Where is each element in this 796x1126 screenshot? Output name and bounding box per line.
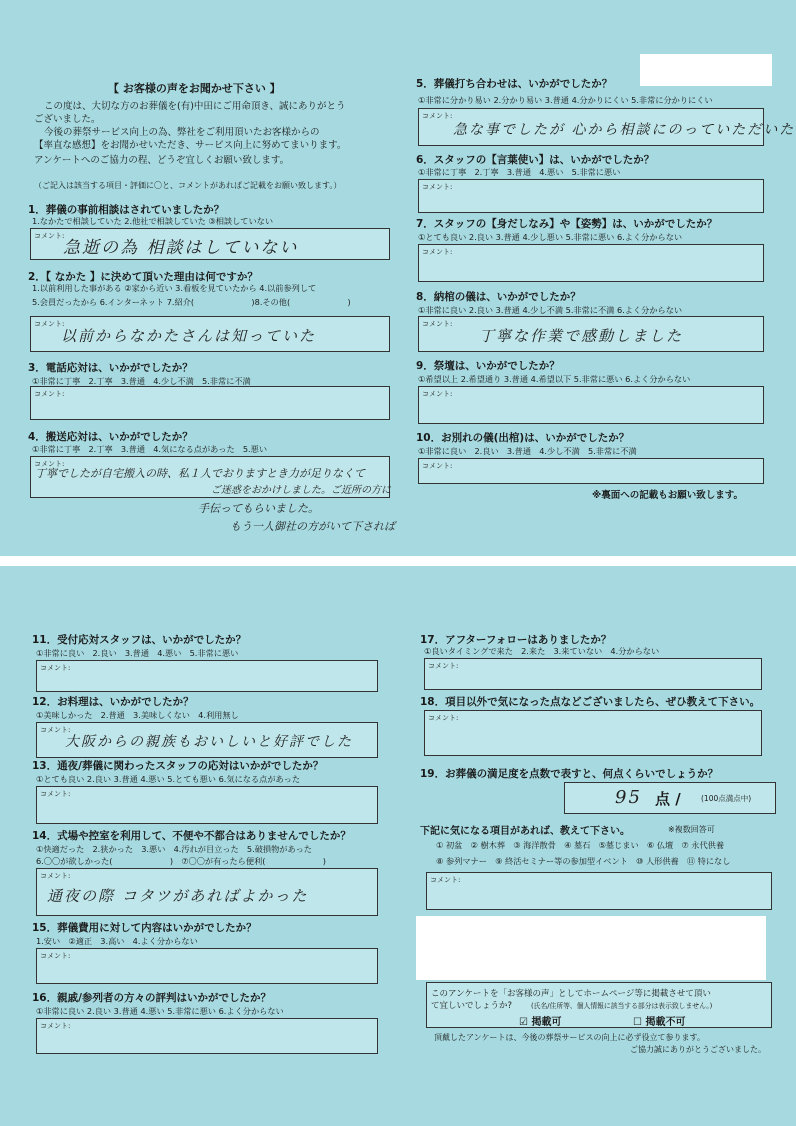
question-options: ①とても良い 2.良い 3.普通 4.悪い 5.とても悪い 6.気になる点があった	[36, 774, 301, 784]
question-options: 1.以前利用した事がある ②家から近い 3.看板を見ていたから 4.以前参列して	[32, 283, 317, 293]
privacy-note: (氏名/住所等、個人情報に該当する部分は表示致しません。)	[531, 1002, 713, 1010]
question-title: 5．葬儀打ち合わせは、いかがでしたか？	[416, 78, 613, 90]
comment-box[interactable]	[30, 316, 390, 352]
score-unit: 点 /	[655, 790, 681, 808]
question-options: ①非常に丁寧 2.丁寧 3.普通 4.悪い 5.非常に悪い	[418, 167, 621, 177]
interest-items: ① 初盆 ② 樹木葬 ③ 海洋散骨 ④ 墓石 ⑤墓じまい ⑥ 仏壇 ⑦ 永代供養	[436, 840, 725, 850]
handwritten-comment: 以前からなかたさんは知っていた	[61, 327, 317, 345]
comment-label: コメント:	[422, 462, 453, 470]
instruction-note: （ご記入は該当する項目・評価に〇と、コメントがあればご記載をお願い致します。）	[34, 181, 342, 190]
question-title: 9．祭壇は、いかがでしたか？	[416, 360, 560, 372]
comment-box[interactable]	[418, 316, 764, 352]
question-title: 12．お料理は、いかがでしたか？	[32, 696, 194, 708]
question-title: 17．アフターフォローはありましたか？	[420, 634, 612, 646]
question-options: ①非常に丁寧 2.丁寧 3.普通 4.気になる点があった 5.悪い	[32, 444, 268, 454]
intro-line: この度は、大切な方のお葬儀を(有)中田にご用命頂き、誠にありがとう	[44, 101, 346, 112]
comment-box[interactable]	[36, 868, 378, 916]
handwritten-comment: もう一人御社の方がいて下されば	[230, 520, 395, 533]
handwritten-comment: 通夜の際 コタツがあればよかった	[47, 887, 309, 905]
comment-label: コメント:	[40, 952, 71, 960]
question-title: 14．式場や控室を利用して、不便や不都合はありませんでしたか？	[32, 830, 351, 842]
survey-sheet-front	[0, 0, 796, 556]
handwritten-comment: 丁寧でしたが自宅搬入の時、私１人でおりますとき力が足りなくて	[35, 467, 365, 480]
comment-label: コメント:	[40, 1022, 71, 1030]
question-options: ①とても良い 2.良い 3.普通 4.少し悪い 5.非常に悪い 6.よく分からない	[418, 232, 683, 242]
question-title: 18．項目以外で気になった点などございましたら、ぜひ教えて下さい。	[420, 696, 761, 708]
comment-box[interactable]	[30, 456, 390, 498]
question-options: ①非常に良い 2.良い 3.普通 4.悪い 5.非常に悪い	[36, 648, 239, 658]
question-title: 8．納棺の儀は、いかがでしたか？	[416, 291, 581, 303]
comment-label: コメント:	[422, 320, 453, 328]
question-title: 4．搬送応対は、いかがでしたか？	[28, 431, 193, 443]
comment-box[interactable]	[30, 386, 390, 420]
question-title: 7．スタッフの【身だしなみ】や【姿勢】は、いかがでしたか？	[416, 218, 718, 230]
survey-sheet-back	[0, 566, 796, 1126]
comment-label: コメント:	[422, 248, 453, 256]
score-value: 95	[615, 787, 642, 808]
comment-box[interactable]	[424, 710, 762, 756]
interest-items: ⑧ 参列マナー ⑨ 終活セミナー等の参加型イベント ⑩ 人形供養 ⑪ 特になし	[436, 856, 731, 866]
question-options: ①非常に良い 2.良い 3.普通 4.少し不満 5.非常に不満	[418, 446, 637, 456]
question-options: ①快適だった 2.狭かった 3.悪い 4.汚れが目立った 5.破損物があった	[36, 844, 312, 854]
handwritten-comment: 大阪からの親族もおいしいと好評でした	[65, 734, 353, 750]
closing-text: ご協力誠にありがとうございました。	[630, 1045, 766, 1054]
question-title: 16．親戚/参列者の方々の評判はいかがでしたか？	[32, 992, 271, 1004]
comment-box[interactable]	[36, 786, 378, 824]
question-options: ①非常に良い 2.良い 3.普通 4.少し不満 5.非常に不満 6.よく分からない	[418, 305, 683, 315]
comment-box[interactable]	[424, 658, 762, 690]
intro-line: アンケートへのご協力の程、どうぞ宜しくお願い致します。	[34, 155, 290, 166]
comment-label: コメント:	[34, 232, 65, 240]
handwritten-comment: 手伝ってもらいました。	[198, 502, 319, 515]
question-title: 13．通夜/葬儀に関わったスタッフの応対はいかがでしたか？	[32, 760, 324, 772]
comment-label: コメント:	[40, 790, 71, 798]
redaction-box	[640, 54, 772, 86]
survey-title: 【 お客様の声をお聞かせ下さい 】	[108, 82, 281, 95]
question-options: ①非常に分かり易い 2.分かり易い 3.普通 4.分かりにくい 5.非常に分かりにくい	[418, 95, 713, 105]
multi-answer-note: ※複数回答可	[668, 825, 715, 834]
question-title: 6．スタッフの【言葉使い】は、いかがでしたか？	[416, 154, 655, 166]
comment-label: コメント:	[34, 460, 65, 468]
handwritten-comment: 急逝の為 相談はしていない	[63, 238, 299, 258]
consent-allow-checkbox[interactable]: ☑ 掲載可	[519, 1017, 562, 1028]
question-title: 2．【 なかた 】に決めて頂いた理由は何ですか？	[28, 271, 258, 283]
question-options: 1.なかたで相談していた 2.他社で相談していた ③相談していない	[32, 216, 274, 226]
intro-line: 今後の葬祭サービス向上の為、弊社をご利用頂いたお客様からの	[44, 127, 320, 138]
intro-line: 【率直な感想】をお聞かせいただき、サービス向上に努めてまいります。	[34, 140, 347, 151]
comment-box[interactable]	[36, 722, 378, 758]
question-options: 1.安い ②適正 3.高い 4.よく分からない	[36, 936, 198, 946]
consent-question: て宜しいでしょうか?	[431, 1001, 513, 1011]
question-title: 10．お別れの儀(出棺)は、いかがでしたか？	[416, 432, 630, 444]
question-options: ①希望以上 2.希望通り 3.普通 4.希望以下 5.非常に悪い 6.よく分からない	[418, 374, 691, 384]
comment-label: コメント:	[34, 320, 65, 328]
question-options: ①美味しかった 2.普通 3.美味しくない 4.利用無し	[36, 710, 239, 720]
comment-label: コメント:	[422, 112, 453, 120]
question-options: ①非常に丁寧 2.丁寧 3.普通 4.少し不満 5.非常に不満	[32, 376, 251, 386]
question-options: 5.会員だったから 6.インターネット 7.紹介( )8.その他( )	[32, 297, 351, 307]
question-title: 15．葬儀費用に対して内容はいかがでしたか？	[32, 922, 257, 934]
comment-box[interactable]	[418, 386, 764, 424]
comment-box[interactable]	[418, 244, 764, 282]
comment-label: コメント:	[40, 872, 71, 880]
score-max: (100点満点中)	[701, 794, 752, 803]
intro-line: ございました。	[34, 114, 101, 125]
question-title: 3．電話応対は、いかがでしたか？	[28, 362, 193, 374]
comment-box[interactable]	[418, 108, 796, 146]
comment-label: コメント:	[428, 662, 459, 670]
reverse-side-note: ※裏面への記載もお願い致します。	[592, 490, 743, 501]
handwritten-comment: 丁寧な作業で感動しました	[479, 327, 684, 345]
comment-box[interactable]	[36, 948, 378, 984]
comment-label: コメント:	[34, 390, 65, 398]
comment-label: コメント:	[40, 664, 71, 672]
question-options: ①非常に良い 2.良い 3.普通 4.悪い 5.非常に悪い 6.よく分からない	[36, 1006, 284, 1016]
comment-box[interactable]	[36, 660, 378, 692]
comment-box[interactable]	[426, 872, 772, 910]
comment-label: コメント:	[40, 726, 71, 734]
comment-box[interactable]	[418, 458, 764, 484]
comment-label: コメント:	[422, 183, 453, 191]
consent-box	[426, 982, 772, 1028]
question-options: 6.〇〇が欲しかった( ) ⑦〇〇が有ったら便利( )	[36, 856, 326, 866]
question-title: 19．お葬儀の満足度を点数で表すと、何点くらいでしょうか？	[420, 768, 719, 780]
comment-label: コメント:	[430, 876, 461, 884]
redaction-box	[416, 916, 766, 980]
handwritten-comment: ご迷惑をおかけしました。ご近所の方に	[211, 485, 391, 496]
comment-box[interactable]	[36, 1018, 378, 1054]
handwritten-comment: 急な事でしたが 心から相談にのっていただいた	[453, 122, 796, 138]
consent-deny-checkbox[interactable]: ☐ 掲載不可	[633, 1017, 686, 1028]
question-options: ①良いタイミングで来た 2.来た 3.来ていない 4.分からない	[424, 646, 660, 656]
question-title: 1．葬儀の事前相談はされていましたか？	[28, 204, 225, 216]
comment-box[interactable]	[30, 228, 390, 260]
comment-label: コメント:	[428, 714, 459, 722]
comment-label: コメント:	[422, 390, 453, 398]
closing-text: 頂戴したアンケートは、今後の葬祭サービスの向上に必ず役立て参ります。	[434, 1033, 705, 1042]
question-title: 下記に気になる項目があれば、教えて下さい。	[420, 826, 630, 837]
comment-box[interactable]	[418, 179, 764, 213]
score-box[interactable]	[564, 782, 776, 814]
question-title: 11．受付応対スタッフは、いかがでしたか？	[32, 634, 247, 646]
consent-question: このアンケートを「お客様の声」としてホームページ等に掲載させて頂い	[431, 989, 711, 999]
